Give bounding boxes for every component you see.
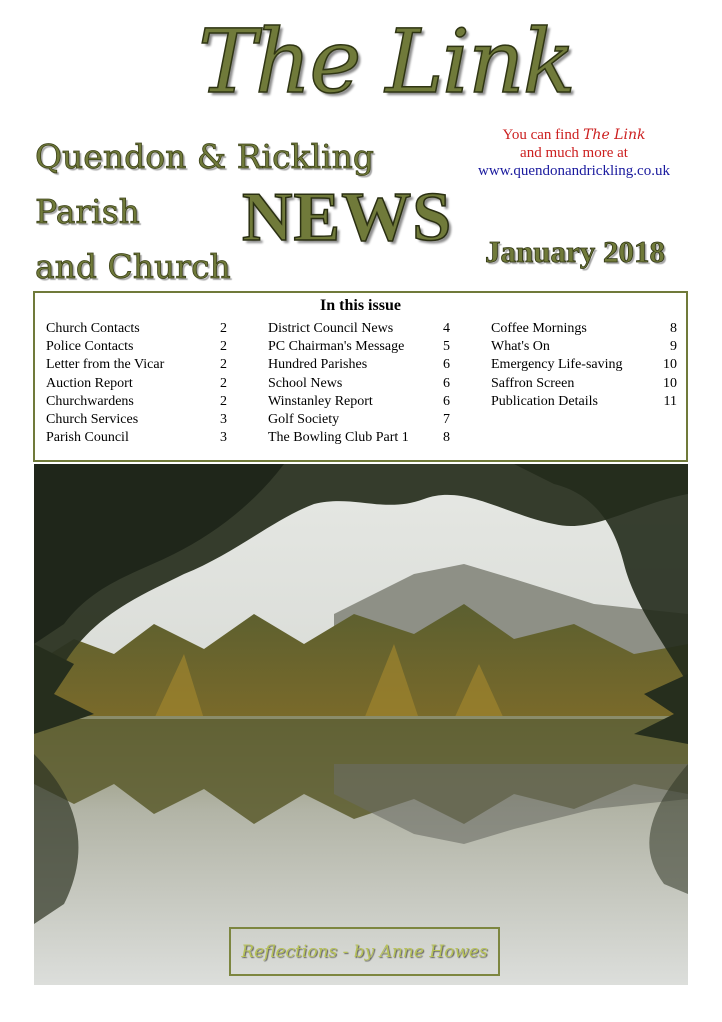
cover-photo (34, 464, 688, 985)
item-page: 2 (220, 339, 227, 355)
item-title: Hundred Parishes (268, 357, 368, 373)
promo-line-1 (462, 126, 686, 144)
item-title: Coffee Mornings (491, 321, 587, 336)
item-page: 2 (220, 375, 227, 391)
contents-item (491, 338, 677, 356)
item-page: 7 (443, 412, 450, 428)
item-page: 5 (443, 339, 450, 355)
contents-item (268, 393, 450, 411)
item-title: Auction Report (46, 375, 133, 391)
subtitle-line-1: Quendon & Rickling (35, 137, 375, 176)
item-page: 8 (670, 321, 677, 336)
contents-item (268, 356, 450, 374)
contents-item (268, 320, 450, 338)
contents-heading: In this issue (320, 297, 401, 314)
news-label: NEWS (242, 179, 453, 256)
item-title: PC Chairman's Message (268, 339, 405, 355)
contents-item (491, 320, 677, 338)
promo-link-name: The Link (583, 127, 646, 143)
contents-item (491, 375, 677, 393)
photo-caption: Reflections - by Anne Howes (241, 941, 488, 962)
item-title: District Council News (268, 321, 394, 336)
item-page: 2 (220, 321, 227, 336)
item-title: What's On (491, 339, 550, 355)
subtitle-line-3: and Church (35, 247, 231, 286)
contents-item (46, 393, 227, 411)
item-page: 6 (443, 393, 450, 409)
website-promo (462, 126, 686, 180)
promo-line-2: and much more at (520, 145, 628, 161)
contents-item (46, 320, 227, 338)
lake-reflection-image (34, 464, 688, 985)
item-title: Letter from the Vicar (46, 357, 165, 373)
item-title: The Bowling Club Part 1 (268, 430, 409, 446)
item-page: 11 (663, 393, 677, 409)
item-title: Church Services (46, 412, 139, 428)
item-page: 8 (443, 430, 450, 446)
contents-item (268, 429, 450, 447)
item-page: 3 (220, 412, 227, 428)
contents-item (491, 393, 677, 411)
item-title: Publication Details (491, 393, 598, 409)
contents-item (46, 411, 227, 429)
subtitle-line-2: Parish (35, 192, 140, 231)
item-page: 2 (220, 357, 227, 373)
contents-item (268, 411, 450, 429)
item-title: Emergency Life-saving (491, 357, 623, 373)
contents-column-2 (268, 320, 450, 447)
contents-column-3 (491, 320, 677, 411)
item-page: 10 (663, 375, 677, 391)
contents-item (46, 375, 227, 393)
contents-column-1 (46, 320, 227, 447)
item-title: Parish Council (46, 430, 129, 446)
item-title: Churchwardens (46, 393, 134, 409)
item-page: 10 (663, 357, 677, 373)
item-title: School News (268, 375, 343, 391)
contents-item (46, 429, 227, 447)
item-page: 6 (443, 375, 450, 391)
item-page: 9 (670, 339, 677, 355)
item-title: Saffron Screen (491, 375, 575, 391)
contents-item (268, 375, 450, 393)
item-page: 2 (220, 393, 227, 409)
item-title: Winstanley Report (268, 393, 373, 409)
promo-prefix: You can find (502, 127, 580, 143)
item-title: Church Contacts (46, 321, 140, 336)
contents-box (33, 291, 688, 462)
contents-item (46, 356, 227, 374)
contents-item (46, 338, 227, 356)
item-title: Police Contacts (46, 339, 134, 355)
contents-item (491, 356, 677, 374)
contents-item (268, 338, 450, 356)
photo-caption-box (229, 927, 500, 976)
item-page: 4 (443, 321, 450, 336)
item-title: Golf Society (268, 412, 340, 428)
item-page: 6 (443, 357, 450, 373)
masthead-title: The Link (198, 10, 575, 113)
issue-date: January 2018 (485, 234, 665, 269)
website-url[interactable]: www.quendonandrickling.co.uk (478, 163, 670, 179)
item-page: 3 (220, 430, 227, 446)
